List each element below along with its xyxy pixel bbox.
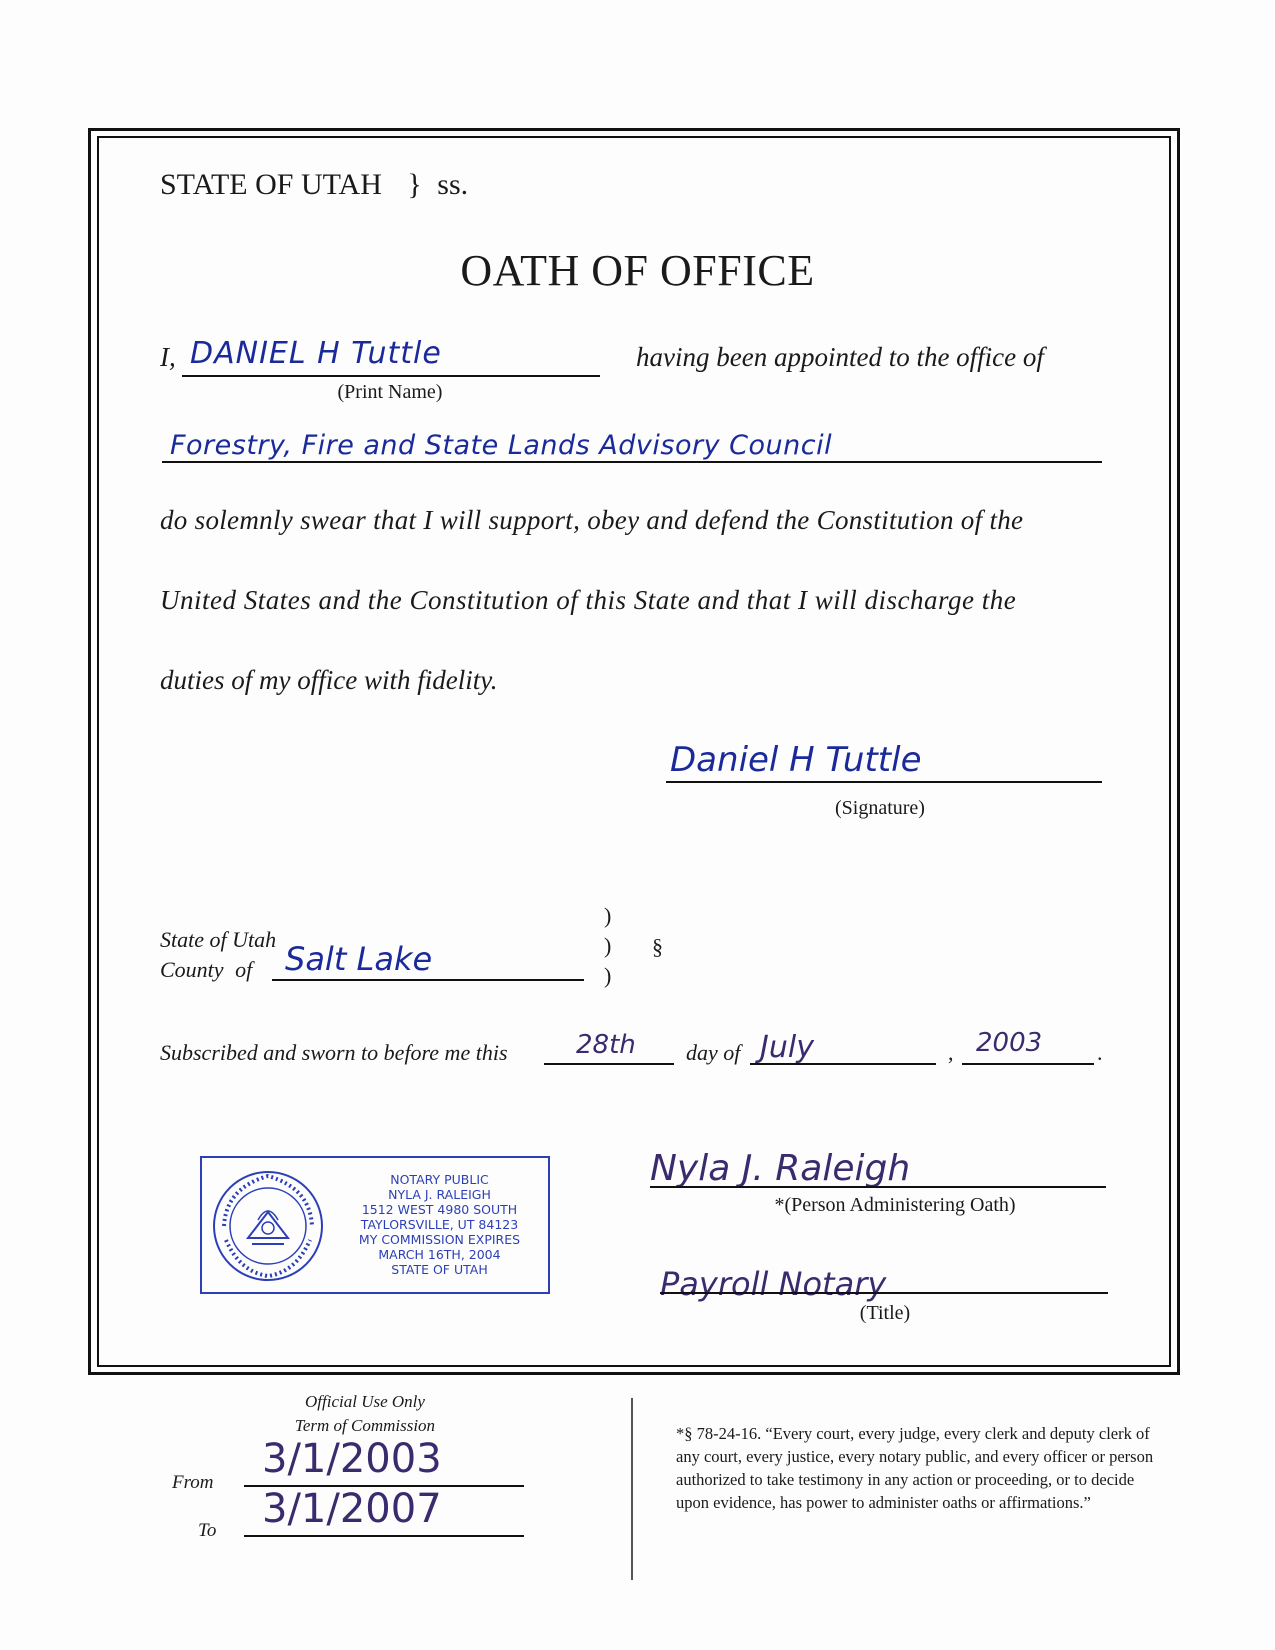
document-title: OATH OF OFFICE [460,246,815,295]
term-of-commission-heading: Term of Commission [294,1416,436,1435]
to-line [244,1535,524,1537]
appointed-text: having been appointed to the office of [636,342,1044,372]
printed-name-handwriting: DANIEL H Tuttle [190,336,442,371]
comma: , [948,1040,954,1065]
month-line [750,1063,936,1065]
signature-line [666,781,1102,783]
title-handwriting: Payroll Notary [660,1265,887,1303]
official-use-heading: Official Use Only [305,1392,425,1411]
day-handwriting: 28th [576,1030,636,1060]
sworn-prefix: Subscribed and sworn to before me this [160,1040,508,1065]
oath-text-line-2: United States and the Constitution of this State and that I will discharge the [160,585,1017,615]
ss-label: ss. [437,168,469,201]
day-of-text: day of [686,1040,741,1065]
print-name-caption: (Print Name) [337,381,443,403]
stamp-line-3: 1512 WEST 4980 SOUTH [361,1202,518,1217]
county-handwriting: Salt Lake [285,940,433,978]
month-handwriting: July [760,1030,814,1065]
stamp-line-4: TAYLORSVILLE, UT 84123 [360,1217,519,1232]
title-caption: (Title) [859,1302,911,1324]
stamp-line-6: MARCH 16TH, 2004 [378,1247,501,1262]
to-date-handwriting: 3/1/2007 [262,1486,442,1532]
venue-state-label: State of Utah [160,927,277,952]
stamp-line-5: MY COMMISSION EXPIRES [358,1232,521,1247]
section-symbol: § [652,934,663,959]
day-line [544,1063,674,1065]
oath-prefix: I, [160,342,176,372]
name-line [182,375,600,377]
administrator-line [650,1186,1106,1188]
from-label: From [172,1472,214,1493]
stamp-line-1: NOTARY PUBLIC [390,1172,489,1187]
administrator-caption: *(Person Administering Oath) [774,1194,1016,1216]
county-word: County [160,957,224,982]
to-label: To [198,1520,217,1541]
oath-text-line-3: duties of my office with fidelity. [160,665,498,695]
paren-1: ) [604,903,612,928]
stamp-line-7: STATE OF UTAH [391,1262,488,1277]
signature-handwriting: Daniel H Tuttle [670,740,922,780]
office-handwriting: Forestry, Fire and State Lands Advisory Council [170,430,833,461]
paren-3: ) [604,963,612,988]
state-seal-icon [210,1168,326,1284]
statute-footnote: *§ 78-24-16. “Every court, every judge, every clerk and deputy clerk of any court, every justice, every notary public, and every officer or person authorized to take testimony in any action or proceeding, or to decide upon evidence, has power to administer oaths or affirmations.” [676,1424,1154,1512]
of-word: of [235,957,253,982]
stamp-text [332,1172,547,1277]
from-date-handwriting: 3/1/2003 [262,1436,442,1482]
stamp-line-2: NYLA J. RALEIGH [388,1187,491,1202]
state-heading [160,168,468,202]
county-line [272,979,584,981]
signature-caption: (Signature) [835,797,925,819]
notary-stamp [200,1156,550,1294]
year-line [962,1063,1094,1065]
office-line [162,461,1102,463]
state-name: STATE OF UTAH [160,168,382,201]
period: . [1097,1040,1103,1065]
footer-divider [631,1398,633,1580]
title-line [660,1292,1108,1294]
venue-county-label [160,957,252,983]
brace: } [407,168,422,201]
oath-text-line-1: do solemnly swear that I will support, obey and defend the Constitution of the [160,505,1024,535]
year-handwriting: 2003 [976,1028,1043,1058]
administrator-handwriting: Nyla J. Raleigh [650,1148,911,1189]
paren-2: ) [604,933,612,958]
